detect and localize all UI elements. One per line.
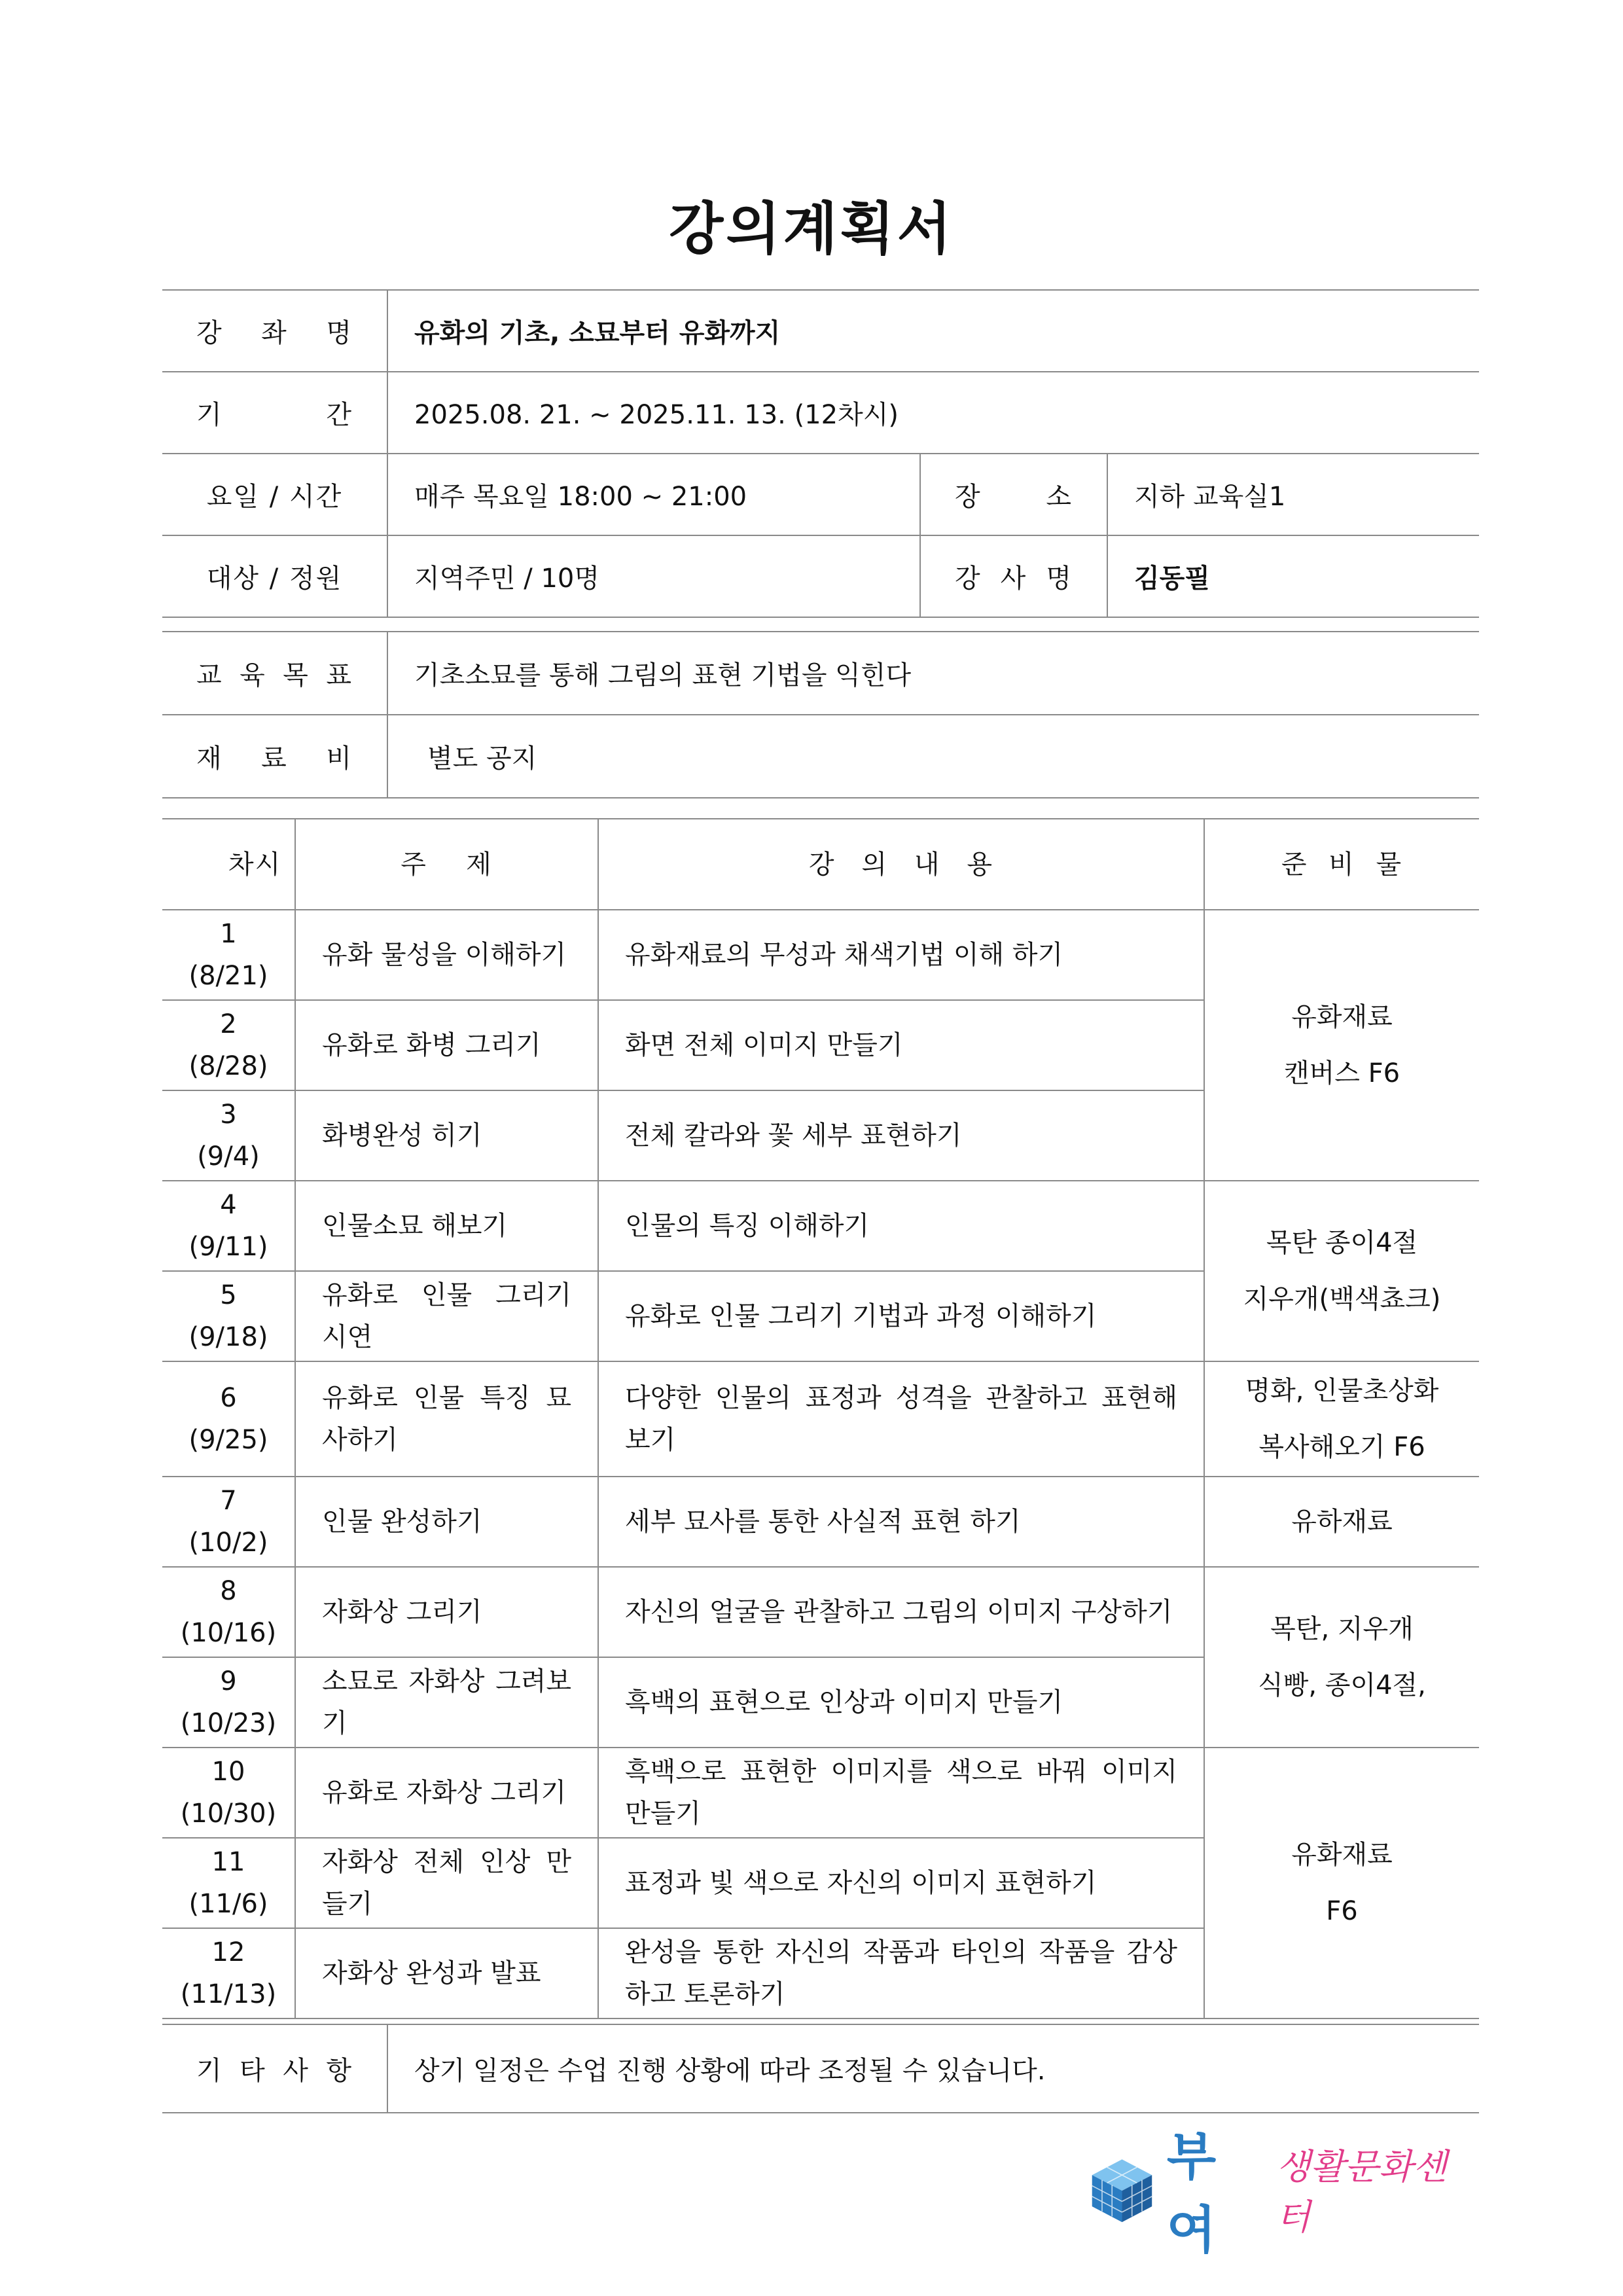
materials-line: 식빵, 종이4절, xyxy=(1258,1670,1426,1700)
schedule-row xyxy=(162,1477,1479,1567)
session-cell xyxy=(162,1000,295,1090)
time-label xyxy=(162,454,387,535)
session-date: (9/25) xyxy=(188,1425,268,1455)
instructor-label-text: 강 사 명 xyxy=(955,564,1073,594)
schedule-row xyxy=(162,1748,1479,1838)
content-cell: 흑백으로 표현한 이미지를 색으로 바꿔 이미지 만들기 xyxy=(598,1748,1204,1838)
topic-cell: 유화로 자화상 그리기 xyxy=(295,1748,598,1838)
schedule-row xyxy=(162,910,1479,1000)
session-date: (9/11) xyxy=(188,1232,268,1262)
period-label xyxy=(162,372,387,454)
topic-cell: 소묘로 자화상 그려보기 xyxy=(295,1657,598,1748)
header-materials xyxy=(1204,819,1479,910)
session-number: 2 xyxy=(220,1009,237,1039)
header-session-text: 차 시 xyxy=(228,849,282,880)
content-cell: 화면 전체 이미지 만들기 xyxy=(598,1000,1204,1090)
topic-cell: 유화로 인물 그리기 시연 xyxy=(295,1271,598,1361)
session-date: (10/16) xyxy=(180,1618,277,1648)
session-cell xyxy=(162,1928,295,2018)
time-value: 매주 목요일 18:00 ~ 21:00 xyxy=(387,454,920,535)
session-number: 12 xyxy=(211,1937,245,1967)
course-value: 유화의 기초, 소묘부터 유화까지 xyxy=(387,290,1479,372)
goal-label xyxy=(162,632,387,715)
topic-cell: 화병완성 히기 xyxy=(295,1090,598,1181)
materials-cell xyxy=(1204,1477,1479,1567)
topic-cell: 유화로 화병 그리기 xyxy=(295,1000,598,1090)
cube-logo-icon xyxy=(1086,2153,1158,2225)
schedule-row xyxy=(162,1567,1479,1657)
topic-cell: 인물소묘 해보기 xyxy=(295,1181,598,1271)
session-number: 10 xyxy=(211,1757,245,1787)
session-cell xyxy=(162,910,295,1000)
session-number: 1 xyxy=(220,919,237,949)
content-cell: 인물의 특징 이해하기 xyxy=(598,1181,1204,1271)
content-cell: 유화로 인물 그리기 기법과 과정 이해하기 xyxy=(598,1271,1204,1361)
schedule-row xyxy=(162,1181,1479,1271)
content-cell: 표정과 빛 색으로 자신의 이미지 표현하기 xyxy=(598,1838,1204,1928)
session-cell xyxy=(162,1477,295,1567)
topic-cell: 인물 완성하기 xyxy=(295,1477,598,1567)
topic-cell: 자화상 전체 인상 만들기 xyxy=(295,1838,598,1928)
materials-line: F6 xyxy=(1326,1896,1358,1926)
session-date: (9/18) xyxy=(188,1322,268,1352)
session-date: (9/4) xyxy=(197,1141,260,1172)
session-number: 7 xyxy=(220,1486,237,1516)
target-value: 지역주민 / 10명 xyxy=(387,535,920,617)
session-cell xyxy=(162,1361,295,1477)
session-cell xyxy=(162,1567,295,1657)
session-number: 5 xyxy=(220,1280,237,1310)
logo-tagline: 생활문화센터 xyxy=(1276,2146,1447,2238)
notes-table xyxy=(162,2024,1479,2113)
target-row xyxy=(162,535,1479,617)
content-cell: 자신의 얼굴을 관찰하고 그림의 이미지 구상하기 xyxy=(598,1567,1204,1657)
fee-row xyxy=(162,715,1479,798)
place-value: 지하 교육실1 xyxy=(1107,454,1479,535)
notes-row xyxy=(162,2024,1479,2113)
materials-line: 지우개(백색쵸크) xyxy=(1243,1284,1441,1314)
materials-cell xyxy=(1204,1748,1479,2018)
content-cell: 유화재료의 무성과 채색기법 이해 하기 xyxy=(598,910,1204,1000)
topic-cell: 유화로 인물 특징 묘사하기 xyxy=(295,1361,598,1477)
session-date: (8/28) xyxy=(188,1051,268,1081)
session-number: 8 xyxy=(220,1576,237,1606)
goals-table xyxy=(162,631,1479,798)
course-row xyxy=(162,290,1479,372)
center-logo xyxy=(1086,2128,1479,2260)
content-cell: 전체 칼라와 꽃 세부 표현하기 xyxy=(598,1090,1204,1181)
goal-label-text: 교 육 목 표 xyxy=(196,660,353,691)
materials-cell xyxy=(1204,1181,1479,1361)
instructor-value: 김동필 xyxy=(1107,535,1479,617)
content-cell: 세부 묘사를 통한 사실적 표현 하기 xyxy=(598,1477,1204,1567)
session-cell xyxy=(162,1090,295,1181)
header-content-text: 강 의 내 용 xyxy=(808,849,994,880)
logo-word: 부여 xyxy=(1166,2128,1218,2260)
content-cell: 흑백의 표현으로 인상과 이미지 만들기 xyxy=(598,1657,1204,1748)
course-label-text: 강 좌 명 xyxy=(196,318,353,348)
session-date: (11/13) xyxy=(180,1979,277,2009)
session-number: 11 xyxy=(211,1847,245,1877)
notes-label-text: 기 타 사 항 xyxy=(196,2056,353,2086)
materials-cell xyxy=(1204,910,1479,1181)
goal-row xyxy=(162,632,1479,715)
session-date: (10/2) xyxy=(188,1528,268,1558)
topic-cell: 자화상 그리기 xyxy=(295,1567,598,1657)
materials-line: 목탄, 지우개 xyxy=(1270,1614,1414,1644)
materials-line: 복사해오기 F6 xyxy=(1258,1432,1425,1462)
topic-cell: 자화상 완성과 발표 xyxy=(295,1928,598,2018)
session-date: (10/30) xyxy=(180,1799,277,1829)
course-info-table xyxy=(162,289,1479,618)
session-cell xyxy=(162,1838,295,1928)
fee-label xyxy=(162,715,387,798)
goal-value: 기초소묘를 통해 그림의 표현 기법을 익힌다 xyxy=(387,632,1479,715)
page-title: 강의계획서 xyxy=(669,196,954,262)
session-date: (10/23) xyxy=(180,1708,277,1738)
notes-label xyxy=(162,2024,387,2113)
time-label-text: 요일 / 시간 xyxy=(206,482,343,512)
session-number: 4 xyxy=(220,1190,237,1220)
period-row xyxy=(162,372,1479,454)
content-cell: 다양한 인물의 표정과 성격을 관찰하고 표현해 보기 xyxy=(598,1361,1204,1477)
session-cell xyxy=(162,1657,295,1748)
session-date: (8/21) xyxy=(188,961,268,991)
materials-cell xyxy=(1204,1361,1479,1477)
session-number: 3 xyxy=(220,1100,237,1130)
session-cell xyxy=(162,1271,295,1361)
session-date: (11/6) xyxy=(188,1889,268,1919)
header-materials-text: 준 비 물 xyxy=(1281,849,1403,880)
course-label xyxy=(162,290,387,372)
materials-line: 유화재료 xyxy=(1291,1840,1393,1870)
topic-cell: 유화 물성을 이해하기 xyxy=(295,910,598,1000)
fee-value: 별도 공지 xyxy=(387,715,1479,798)
place-label xyxy=(920,454,1107,535)
fee-label-text: 재 료 비 xyxy=(196,744,353,774)
header-content xyxy=(598,819,1204,910)
target-label xyxy=(162,535,387,617)
instructor-label xyxy=(920,535,1107,617)
materials-line: 목탄 종이4절 xyxy=(1266,1228,1418,1258)
materials-line: 캔버스 F6 xyxy=(1283,1058,1400,1088)
header-topic-text: 주 제 xyxy=(401,849,493,880)
schedule-row xyxy=(162,1361,1479,1477)
period-value: 2025.08. 21. ~ 2025.11. 13. (12차시) xyxy=(387,372,1479,454)
schedule-header-row xyxy=(162,819,1479,910)
materials-line: 명화, 인물초상화 xyxy=(1245,1376,1439,1406)
session-number: 6 xyxy=(220,1383,237,1413)
header-session xyxy=(162,819,295,910)
session-cell xyxy=(162,1181,295,1271)
target-label-text: 대상 / 정원 xyxy=(206,564,343,594)
period-label-text: 기 간 xyxy=(196,400,353,430)
materials-line: 유화재료 xyxy=(1291,1002,1393,1032)
content-cell: 완성을 통한 자신의 작품과 타인의 작품을 감상하고 토론하기 xyxy=(598,1928,1204,2018)
materials-line: 유하재료 xyxy=(1291,1507,1393,1537)
schedule-table xyxy=(162,818,1479,2019)
materials-cell xyxy=(1204,1567,1479,1748)
session-cell xyxy=(162,1748,295,1838)
place-label-text: 장 소 xyxy=(955,482,1073,512)
notes-value: 상기 일정은 수업 진행 상황에 따라 조정될 수 있습니다. xyxy=(387,2024,1479,2113)
header-topic xyxy=(295,819,598,910)
time-row xyxy=(162,454,1479,535)
session-number: 9 xyxy=(220,1666,237,1696)
